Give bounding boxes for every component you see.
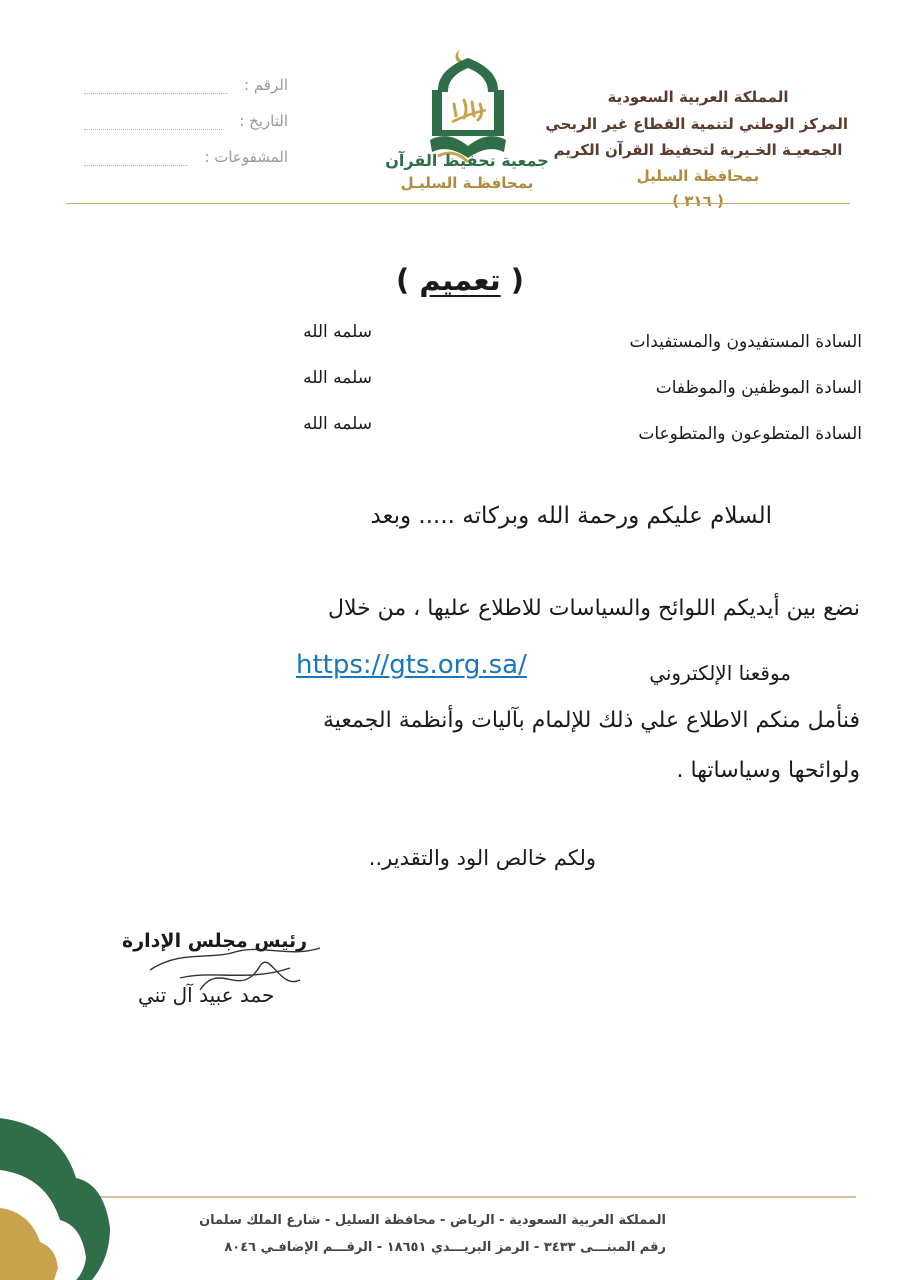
license-number: ( ٣١٦ ) bbox=[672, 192, 724, 210]
reference-attachments-field bbox=[78, 148, 288, 172]
addressee-row bbox=[42, 368, 862, 402]
addressee-name: السادة المستفيدون والمستفيدات bbox=[629, 332, 862, 352]
country-name: المملكة العربية السعودية bbox=[607, 88, 789, 106]
reference-date-field bbox=[78, 112, 288, 136]
national-center-name: المركز الوطني لتنمية القطاع غير الربحي bbox=[545, 115, 848, 133]
addressee-salutation: سلمه الله bbox=[303, 368, 372, 388]
footer-divider bbox=[96, 1196, 856, 1198]
paragraph-1: نضع بين أيديكم اللوائح والسياسات للاطلاع عليها ، من خلال bbox=[327, 596, 860, 621]
reference-number-field bbox=[78, 76, 288, 100]
closing-regards: ولكم خالص الود والتقدير.. bbox=[368, 846, 596, 870]
logo-name-line2: بمحافظـة السليـل bbox=[400, 174, 534, 192]
header-divider bbox=[66, 203, 850, 204]
reference-number-line bbox=[84, 93, 228, 94]
addressee-row bbox=[42, 322, 862, 356]
reference-attachments-label: المشفوعات : bbox=[204, 148, 288, 166]
reference-attachments-line bbox=[84, 165, 188, 166]
addressee-name: السادة المتطوعون والمتطوعات bbox=[638, 424, 862, 444]
logo-name-line1: جمعية تحفيظ القرآن bbox=[385, 151, 549, 170]
organization-header bbox=[545, 84, 848, 213]
addressee-salutation: سلمه الله bbox=[303, 414, 372, 434]
reference-date-label: التاريخ : bbox=[239, 112, 288, 130]
letter-title bbox=[380, 263, 540, 297]
signature-name: حمد عبيد آل تني bbox=[138, 983, 275, 1007]
association-name: الجمعيـة الخـيرية لتحفيظ القرآن الكريم bbox=[553, 141, 843, 159]
reference-number-label: الرقم : bbox=[244, 76, 288, 94]
greeting: السلام عليكم ورحمة الله وبركاته ..... وبعد bbox=[370, 503, 772, 529]
paragraph-2-line-2: ولوائحها وسياساتها . bbox=[676, 758, 860, 783]
handwritten-signature-icon bbox=[140, 930, 330, 1010]
footer-address: المملكة العربية السعودية - الرياض - محافظة السليل - شارع الملك سلمان bbox=[199, 1213, 666, 1228]
addressee-name: السادة الموظفين والموظفات bbox=[655, 378, 862, 398]
corner-ornament-icon bbox=[0, 1118, 110, 1280]
website-link[interactable]: https://gts.org.sa/ bbox=[296, 650, 527, 680]
addressee-salutation: سلمه الله bbox=[303, 322, 372, 342]
logo-wordmark bbox=[372, 150, 562, 194]
governorate-name: بمحافظة السليل bbox=[636, 167, 760, 185]
signature-title: رئيس مجلس الإدارة bbox=[122, 930, 308, 952]
title-text: تعميم bbox=[419, 263, 501, 297]
title-open-paren: ( bbox=[510, 263, 525, 297]
paragraph-2-line-1: فنأمل منكم الاطلاع علي ذلك للإلمام بآليات وأنظمة الجمعية bbox=[322, 708, 860, 733]
title-close-paren: ) bbox=[395, 263, 410, 297]
footer-building-info: رقم المبنـــى ٣٤٣٣ - الرمز البريـــدي ١٨٦٥١ - الرقـــم الإضافـي ٨٠٤٦ bbox=[224, 1240, 666, 1255]
reference-date-line bbox=[84, 129, 222, 130]
addressee-row bbox=[42, 414, 862, 448]
website-label: موقعنا الإلكتروني bbox=[649, 661, 791, 685]
